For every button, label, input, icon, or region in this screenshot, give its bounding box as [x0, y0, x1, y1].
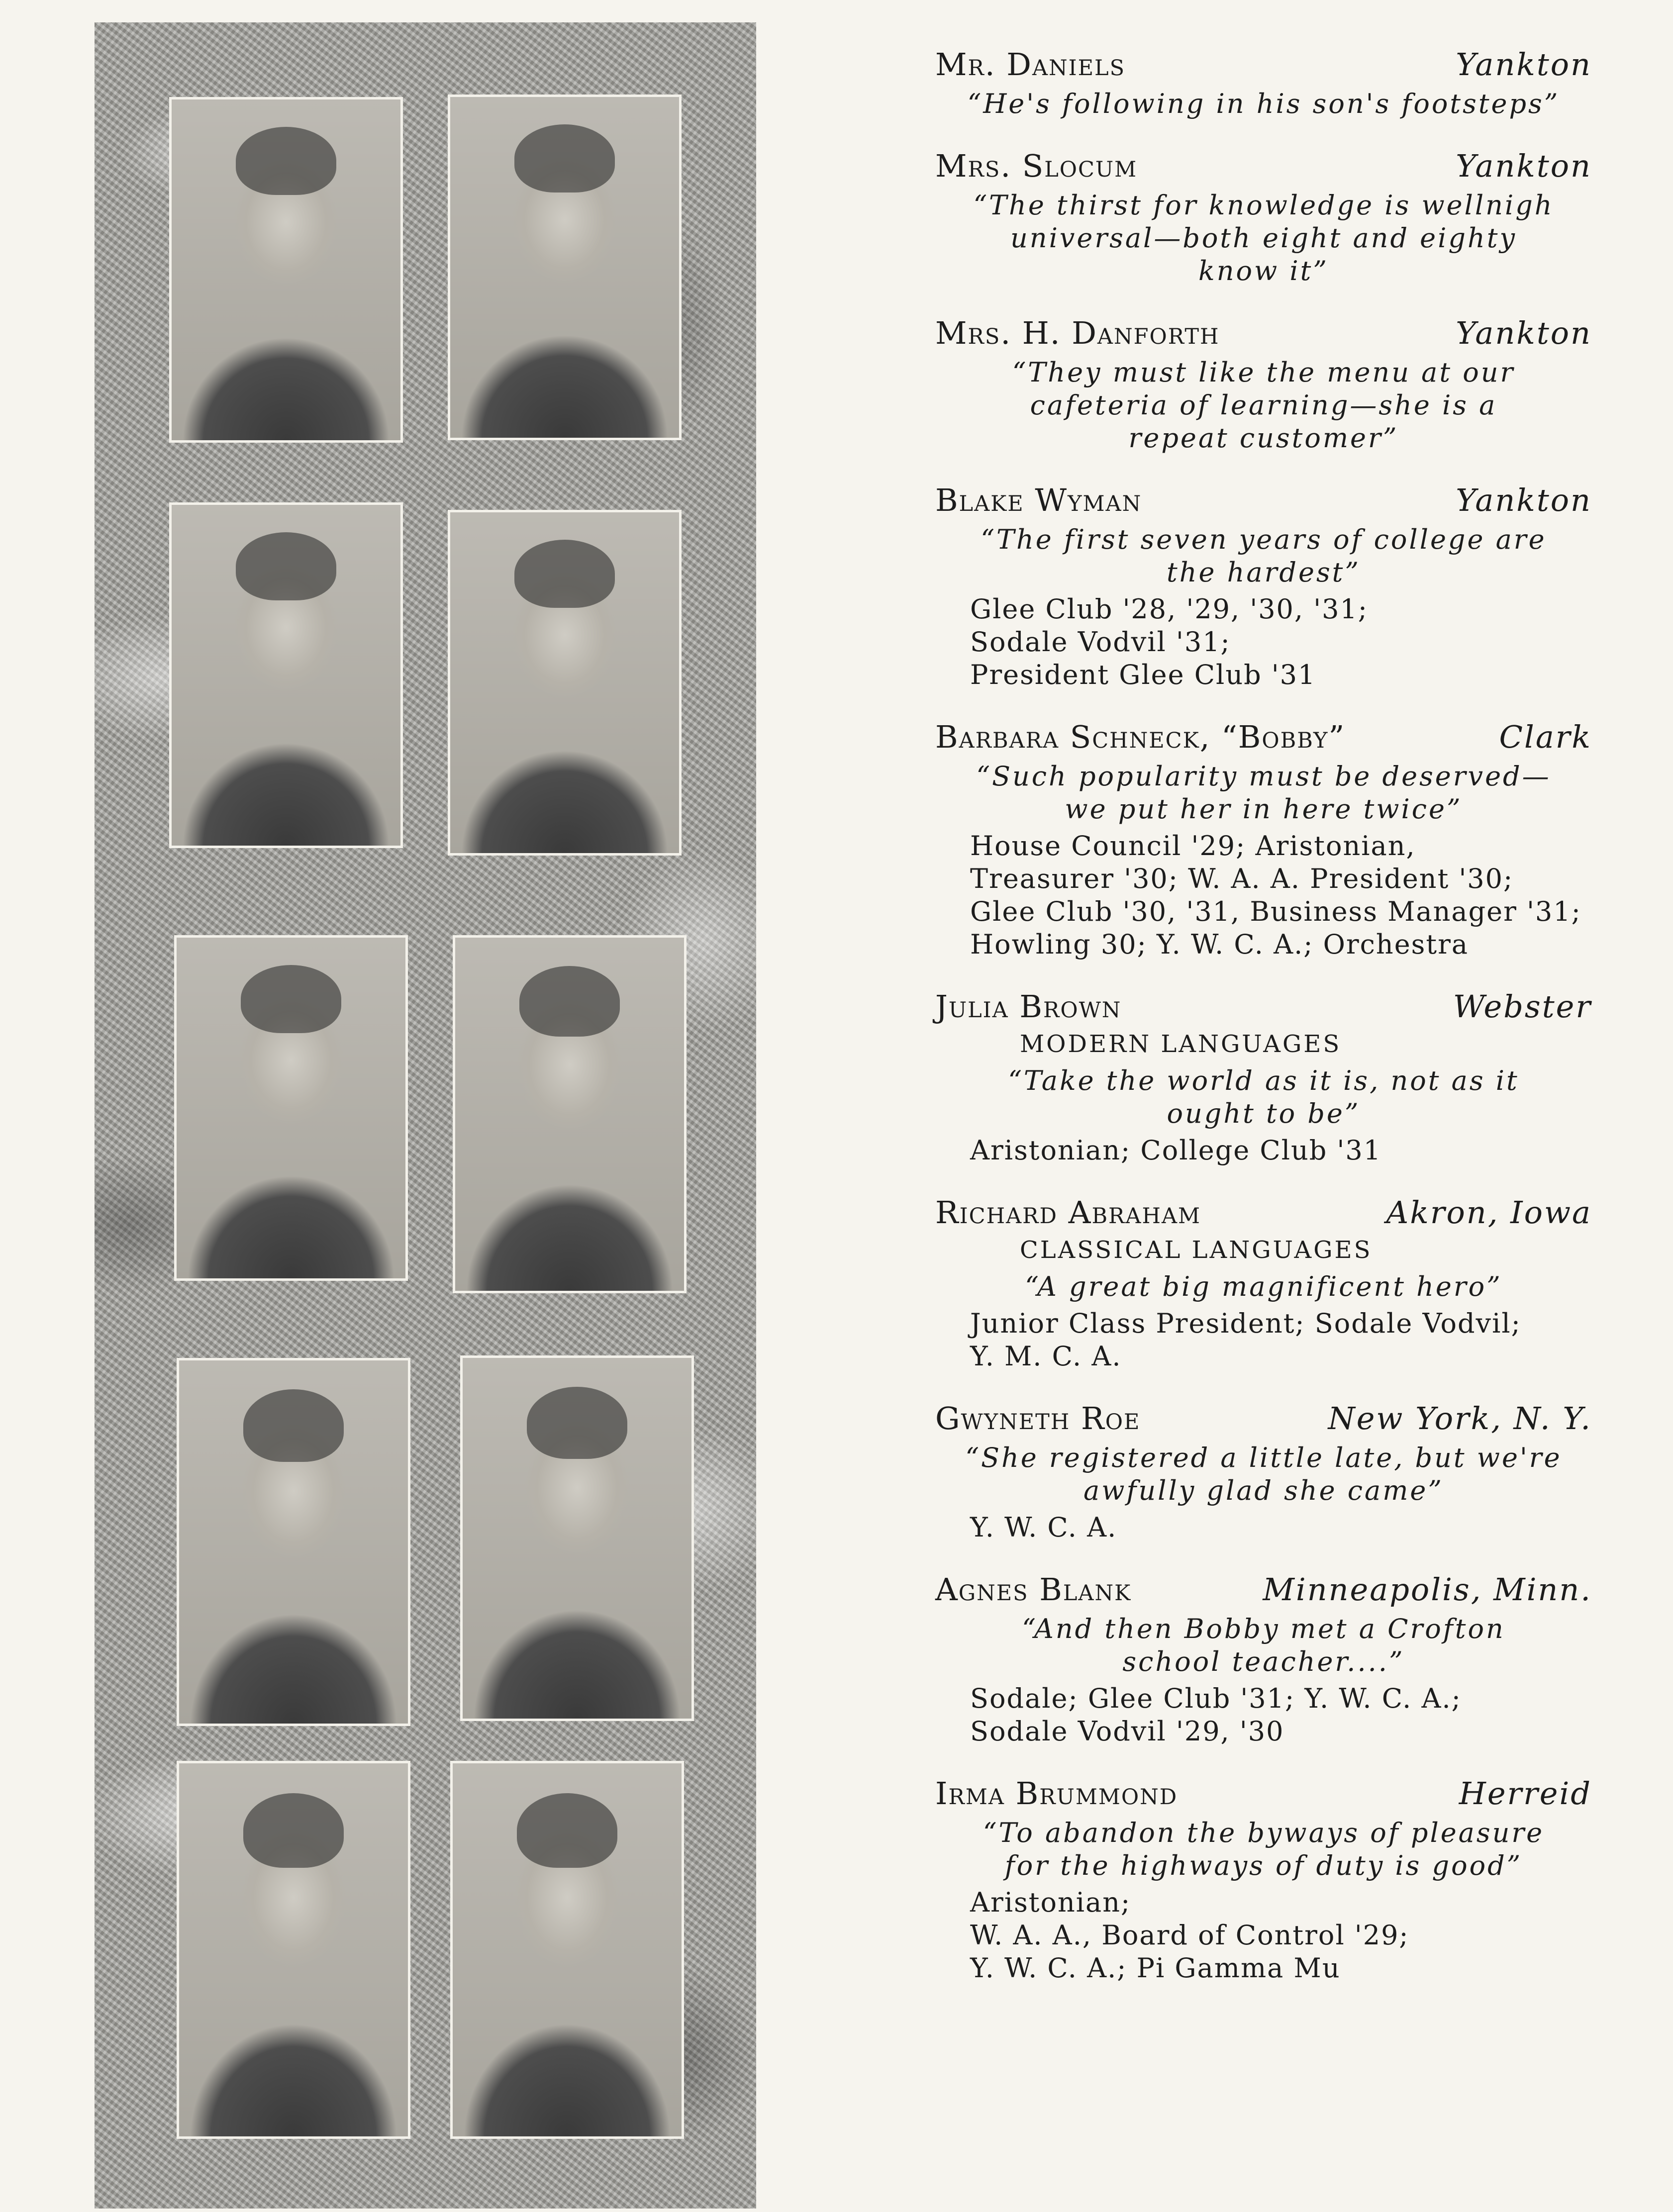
entry [935, 1399, 1592, 1544]
portrait-photo [450, 1761, 684, 2139]
entry [935, 313, 1592, 455]
portrait-photo [169, 97, 403, 443]
entry-quote: “Such popularity must be deserved— we put her in here twice” [976, 761, 1551, 825]
portrait-photo [448, 95, 682, 440]
entry-hometown: Yankton [1456, 46, 1592, 83]
entry-name: Irma Brummond [935, 1775, 1178, 1812]
entry-quote: “The first seven years of college are the hardest” [981, 524, 1547, 588]
portrait-photo [177, 1358, 410, 1726]
portrait-photo [174, 935, 408, 1281]
portrait-photo [169, 502, 403, 848]
portrait-photo [448, 510, 682, 856]
entry-activities: Aristonian; College Club '31 [970, 1135, 1382, 1166]
entry-hometown: Clark [1499, 719, 1592, 755]
entry-hometown: New York, N. Y. [1328, 1400, 1592, 1437]
entry-quote: “Take the world as it is, not as it ought to be” [1008, 1065, 1519, 1129]
entry-name: Barbara Schneck, “Bobby” [935, 719, 1346, 755]
entry-activities: Glee Club '28, '29, '30, '31; Sodale Vodvil '31; President Glee Club '31 [970, 593, 1368, 690]
entry-quote: “They must like the menu at our cafeteria of learning—she is a repeat customer” [1012, 357, 1515, 454]
portrait-photo [177, 1761, 410, 2139]
entry-hometown: Herreid [1459, 1775, 1592, 1812]
entry-activities: Aristonian; W. A. A., Board of Control '29; Y. W. C. A.; Pi Gamma Mu [970, 1887, 1409, 1984]
entry [935, 1193, 1592, 1373]
entry-activities: Junior Class President; Sodale Vodvil; Y. M. C. A. [970, 1308, 1521, 1372]
entries-column [935, 45, 1592, 2011]
portrait-photo [460, 1355, 694, 1721]
entry-name: Richard Abraham [935, 1194, 1201, 1231]
entry [935, 1570, 1592, 1748]
entry [935, 45, 1592, 120]
entry-activities: Y. W. C. A. [970, 1512, 1117, 1543]
entry-name: Agnes Blank [935, 1571, 1132, 1608]
entry-name: Mrs. H. Danforth [935, 315, 1220, 351]
entry-quote: “A great big magnificent hero” [1025, 1271, 1502, 1302]
entry-hometown: Yankton [1456, 482, 1592, 518]
entry-quote: “The thirst for knowledge is wellnigh universal—both eight and eighty know it” [973, 190, 1554, 287]
entry-subject: CLASSICAL LANGUAGES [1020, 1236, 1373, 1264]
entry-hometown: Minneapolis, Minn. [1263, 1571, 1592, 1608]
entry-quote: “She registered a little late, but we're awfully glad she came” [965, 1442, 1562, 1506]
portrait-photo [453, 935, 687, 1293]
entry-name: Blake Wyman [935, 482, 1142, 518]
entry-hometown: Webster [1453, 988, 1592, 1025]
entry-name: Mrs. Slocum [935, 148, 1138, 184]
entry-quote: “To abandon the byways of pleasure for the highways of duty is good” [983, 1817, 1545, 1881]
entry [935, 987, 1592, 1167]
entry-name: Mr. Daniels [935, 46, 1126, 83]
entry-name: Julia Brown [935, 988, 1122, 1025]
photo-column [95, 22, 756, 2209]
entry-hometown: Yankton [1456, 148, 1592, 184]
entry-subject: MODERN LANGUAGES [1020, 1030, 1342, 1058]
entry-hometown: Yankton [1456, 315, 1592, 351]
entry-activities: House Council '29; Aristonian, Treasurer '30; W. A. A. President '30; Glee Club '30, '31, Business Manager '31; Howling 30; Y. W. C. A.; Orchestra [970, 830, 1581, 960]
entry-quote: “He's following in his son's footsteps” [967, 88, 1560, 119]
entry [935, 481, 1592, 691]
entry [935, 1774, 1592, 1985]
entry-name: Gwyneth Roe [935, 1400, 1141, 1437]
entry-hometown: Akron, Iowa [1386, 1194, 1592, 1231]
entry-activities: Sodale; Glee Club '31; Y. W. C. A.; Sodale Vodvil '29, '30 [970, 1683, 1462, 1747]
entry-quote: “And then Bobby met a Crofton school teacher....” [1022, 1613, 1505, 1677]
entry [935, 146, 1592, 288]
entry [935, 717, 1592, 961]
